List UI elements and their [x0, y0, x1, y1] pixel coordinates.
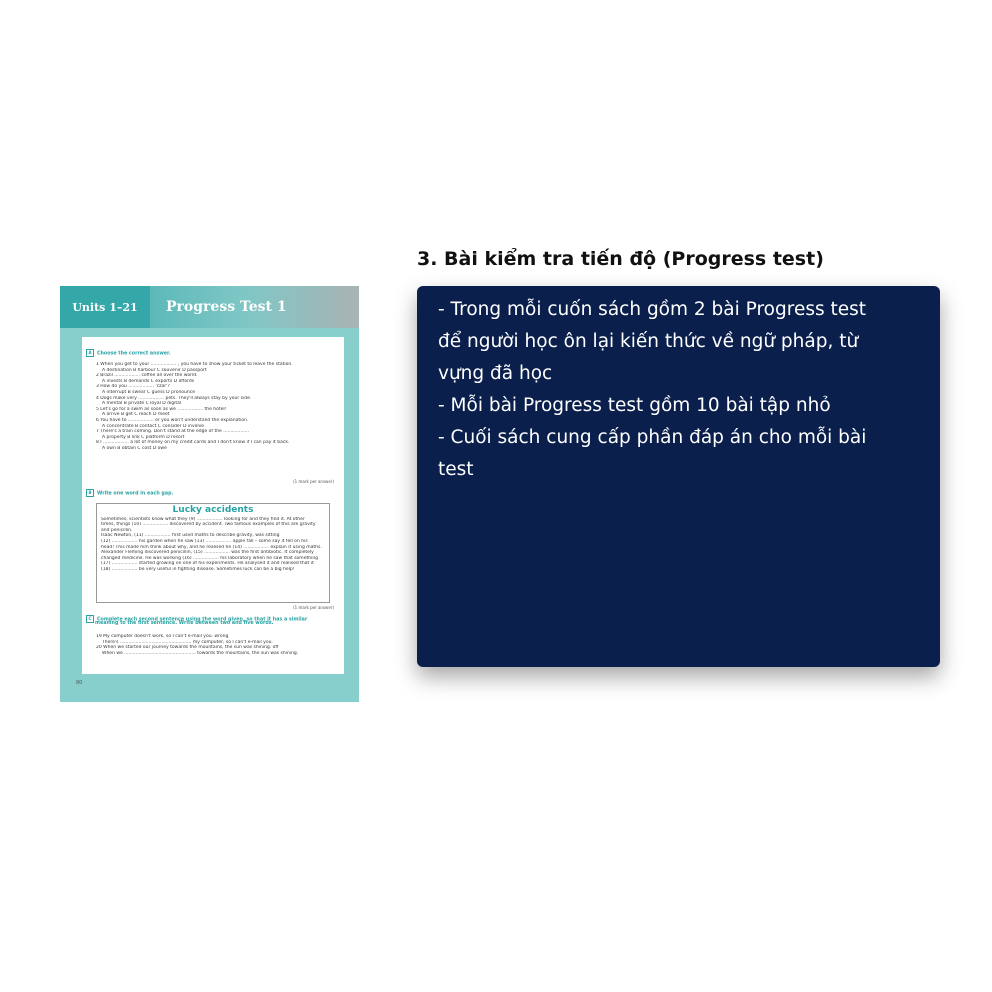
question-line: 4 Dogs make very .................. pets. They'll always stay by your side.	[96, 395, 252, 401]
question-line: 20 When we started our journey towards the mountains, the sun was shining. off	[96, 645, 279, 651]
question-line: 1 When you get to your .................. , you have to show your ticket to leave the station.	[96, 362, 293, 367]
text-line: Isaac Newton, (11) .................. first used maths to describe gravity, was sitting	[101, 533, 280, 539]
text-line: (18) .................. be very useful in fighting disease. Sometimes luck can be a big help!	[101, 566, 295, 572]
options-line: A interrupt B swear C guess D pronounce	[102, 389, 195, 395]
progress-test-book-page	[60, 286, 359, 702]
section-a-instruction: Choose the correct answer.	[97, 351, 171, 357]
section-c-questions	[96, 634, 334, 656]
section-a-questions	[96, 362, 334, 452]
question-line: 7 There's a train coming. Don't stand at the edge of the ..................	[96, 429, 250, 435]
lucky-accidents-box	[96, 503, 330, 603]
lucky-accidents-text	[97, 517, 329, 573]
text-line: head! This made him think about why, and he realised he (14) .................. explain it using maths.	[101, 544, 322, 550]
options-line: A destination B harbour C souvenir D passport	[102, 367, 207, 373]
section-c-instruction-line: meaning to the first sentence. Write between two and five words.	[95, 621, 274, 626]
text-line: Sometimes, scientists know what they (9) .................. looking for and they find it. At other	[101, 516, 305, 522]
question-line: 6 You have to .................. or you won't understand the explanation.	[96, 417, 249, 423]
question-line: 3 How do you .................. 'czar'?	[96, 384, 170, 390]
text-line: (17) .................. started growing on one of his experiments. He analysed it and realised that it	[101, 561, 314, 567]
bullet-item: - Trong mỗi cuốn sách gồm 2 bài Progress test để người học ôn lại kiến thức về ngữ pháp, từ vựng đã học	[438, 299, 867, 384]
text-line: Alexander Fleming discovered penicillin, (15) .................. was the first antibiotic. It completely	[101, 550, 314, 556]
section-c-instruction-line: Complete each second sentence using the word given, so that it has a similar	[97, 617, 308, 623]
description-card	[417, 286, 940, 667]
text-line: times, things (10) .................. discovered by accident. Two famous examples of this are gravity	[101, 522, 316, 528]
lucky-accidents-title: Lucky accidents	[172, 505, 254, 515]
text-line: (12) .................. his garden when he saw (13) .................. apple fall – some say it fell on his	[101, 538, 308, 544]
book-title: Progress Test 1	[150, 286, 359, 328]
section-a-heading	[86, 349, 171, 357]
options-line: A concentrate B contact C consider D involve	[102, 423, 205, 429]
section-heading: 3. Bài kiểm tra tiến độ (Progress test)	[417, 248, 824, 270]
section-b-marks: (1 mark per answer)	[293, 605, 334, 610]
question-line: 2 Brazil .................. coffee all over the world.	[96, 373, 198, 379]
section-b-instruction: Write one word in each gap.	[97, 491, 174, 497]
section-b-letter: B	[86, 489, 94, 497]
book-sheet	[82, 337, 344, 674]
options-line: A mental B private C loyal D digital	[102, 401, 182, 407]
section-a-marks: (1 mark per answer)	[293, 479, 334, 484]
page-number: 80	[76, 680, 83, 686]
question-line: 19 My computer doesn't work, so I can't e-mail you. wrong	[96, 634, 229, 639]
text-line: and penicillin.	[101, 527, 133, 533]
text-line: changed medicine. He was working (16) .................. his laboratory when he saw that something	[101, 555, 319, 561]
bullet-item: - Cuối sách cung cấp phần đáp án cho mỗi bài test	[438, 427, 867, 480]
bullet-item: - Mỗi bài Progress test gồm 10 bài tập nhỏ	[438, 395, 831, 416]
answer-line: When we .................................................. towards the mountains, the sun was shining.	[102, 650, 299, 656]
options-line: A arrive B get C reach D meet	[102, 412, 170, 418]
options-line: A invests B demands C exports D affords	[102, 378, 195, 384]
section-b-heading	[86, 489, 173, 497]
section-a-letter: A	[86, 349, 94, 357]
question-line: 5 Let's go for a swim as soon as we .................. the hotel!	[96, 406, 227, 412]
options-line: A own B obtain C cost D owe	[102, 445, 167, 451]
section-c-letter: C	[86, 615, 94, 623]
question-line: 8 I .................. a lot of money on my credit cards and I don't know if I can pay it back.	[96, 440, 290, 446]
answer-line: There's .................................................. my computer, so I can't e-mail you.	[102, 639, 273, 645]
description-text	[438, 294, 878, 486]
book-page-header	[60, 286, 359, 328]
book-units-label: Units 1–21	[60, 286, 150, 328]
options-line: A property B link C platform D resort	[102, 434, 185, 440]
